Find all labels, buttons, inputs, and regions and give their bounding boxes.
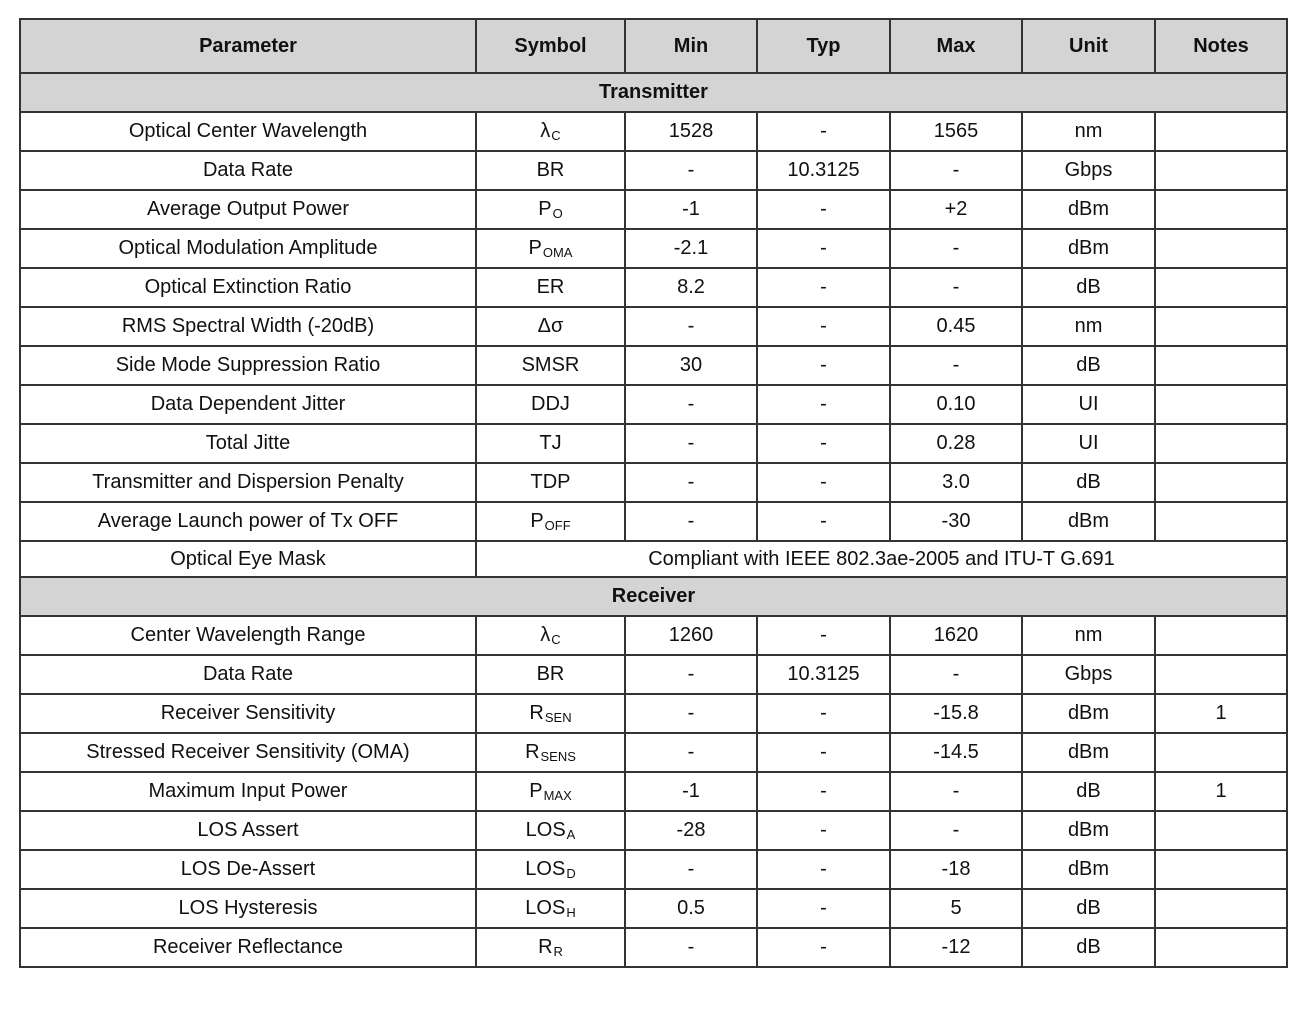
- symbol-main: R: [525, 741, 540, 763]
- symbol-subscript: H: [566, 905, 576, 920]
- cell-unit: dB: [1022, 772, 1155, 811]
- cell-min: -: [625, 424, 757, 463]
- symbol-main: λ: [540, 624, 551, 646]
- cell-symbol: [476, 151, 625, 190]
- cell-min: 1528: [625, 112, 757, 151]
- cell-parameter: Side Mode Suppression Ratio: [20, 346, 476, 385]
- cell-unit: dBm: [1022, 229, 1155, 268]
- symbol-subscript: C: [551, 128, 561, 143]
- cell-typ: -: [757, 307, 890, 346]
- cell-unit: dBm: [1022, 190, 1155, 229]
- cell-typ: -: [757, 889, 890, 928]
- header-parameter: Parameter: [20, 19, 476, 73]
- cell-min: -: [625, 733, 757, 772]
- cell-notes: [1155, 346, 1287, 385]
- cell-parameter: Optical Center Wavelength: [20, 112, 476, 151]
- header-max: Max: [890, 19, 1022, 73]
- cell-symbol: [476, 502, 625, 541]
- cell-symbol: [476, 655, 625, 694]
- cell-max: -14.5: [890, 733, 1022, 772]
- cell-typ: -: [757, 694, 890, 733]
- cell-min: -: [625, 463, 757, 502]
- cell-notes: [1155, 268, 1287, 307]
- cell-min: -: [625, 151, 757, 190]
- cell-unit: Gbps: [1022, 655, 1155, 694]
- cell-notes: [1155, 463, 1287, 502]
- cell-typ: -: [757, 385, 890, 424]
- cell-min: 8.2: [625, 268, 757, 307]
- cell-max: -: [890, 151, 1022, 190]
- cell-parameter: Transmitter and Dispersion Penalty: [20, 463, 476, 502]
- cell-symbol: [476, 463, 625, 502]
- symbol-main: P: [529, 780, 543, 802]
- header-typ: Typ: [757, 19, 890, 73]
- cell-symbol: [476, 190, 625, 229]
- cell-unit: dB: [1022, 889, 1155, 928]
- symbol-subscript: OMA: [542, 245, 573, 260]
- symbol-main: TJ: [539, 432, 562, 454]
- cell-notes: [1155, 655, 1287, 694]
- cell-unit: nm: [1022, 307, 1155, 346]
- cell-symbol: [476, 307, 625, 346]
- cell-unit: dB: [1022, 268, 1155, 307]
- table-row: [20, 655, 1287, 694]
- cell-max: 0.10: [890, 385, 1022, 424]
- symbol-subscript: SEN: [544, 710, 572, 725]
- table-row: [20, 424, 1287, 463]
- cell-unit: dBm: [1022, 850, 1155, 889]
- cell-unit: dB: [1022, 346, 1155, 385]
- table-row: [20, 541, 1287, 577]
- table-row: [20, 889, 1287, 928]
- cell-max: -: [890, 772, 1022, 811]
- cell-max: -30: [890, 502, 1022, 541]
- cell-notes: [1155, 889, 1287, 928]
- symbol-main: DDJ: [531, 393, 570, 415]
- cell-min: -1: [625, 772, 757, 811]
- symbol-main: R: [529, 702, 544, 724]
- cell-symbol: [476, 268, 625, 307]
- cell-parameter: Total Jitte: [20, 424, 476, 463]
- cell-symbol: [476, 616, 625, 655]
- cell-parameter: LOS De-Assert: [20, 850, 476, 889]
- cell-typ: -: [757, 112, 890, 151]
- table-row: [20, 928, 1287, 967]
- cell-parameter: LOS Assert: [20, 811, 476, 850]
- cell-typ: -: [757, 463, 890, 502]
- cell-max: 1620: [890, 616, 1022, 655]
- symbol-main: ER: [536, 276, 565, 298]
- header-symbol: Symbol: [476, 19, 625, 73]
- cell-symbol: [476, 733, 625, 772]
- cell-typ: -: [757, 772, 890, 811]
- section-row: [20, 577, 1287, 616]
- symbol-main: BR: [536, 159, 565, 181]
- spec-body: [20, 73, 1287, 967]
- cell-symbol: [476, 772, 625, 811]
- cell-parameter: Average Output Power: [20, 190, 476, 229]
- cell-notes: [1155, 385, 1287, 424]
- cell-notes: [1155, 424, 1287, 463]
- symbol-main: P: [538, 198, 552, 220]
- table-row: [20, 190, 1287, 229]
- cell-min: -: [625, 385, 757, 424]
- cell-typ: -: [757, 928, 890, 967]
- cell-typ: -: [757, 616, 890, 655]
- cell-typ: -: [757, 268, 890, 307]
- symbol-main: P: [528, 237, 542, 259]
- symbol-subscript: C: [551, 632, 561, 647]
- cell-min: 1260: [625, 616, 757, 655]
- table-row: [20, 694, 1287, 733]
- symbol-subscript: MAX: [543, 788, 572, 803]
- cell-notes: [1155, 502, 1287, 541]
- cell-parameter: LOS Hysteresis: [20, 889, 476, 928]
- section-title: Transmitter: [20, 73, 1287, 112]
- cell-parameter: Data Rate: [20, 655, 476, 694]
- cell-parameter: Center Wavelength Range: [20, 616, 476, 655]
- cell-notes: [1155, 850, 1287, 889]
- cell-parameter: Stressed Receiver Sensitivity (OMA): [20, 733, 476, 772]
- table-row: [20, 346, 1287, 385]
- cell-max: -15.8: [890, 694, 1022, 733]
- symbol-subscript: D: [566, 866, 576, 881]
- cell-max: -: [890, 655, 1022, 694]
- table-row: [20, 733, 1287, 772]
- cell-max: 3.0: [890, 463, 1022, 502]
- table-row: [20, 112, 1287, 151]
- cell-symbol: [476, 694, 625, 733]
- symbol-main: LOS: [525, 897, 566, 919]
- table-row: [20, 385, 1287, 424]
- cell-unit: dBm: [1022, 694, 1155, 733]
- cell-parameter: Receiver Sensitivity: [20, 694, 476, 733]
- cell-typ: -: [757, 346, 890, 385]
- cell-typ: -: [757, 811, 890, 850]
- header-row: [20, 19, 1287, 73]
- cell-parameter: Optical Eye Mask: [20, 541, 476, 577]
- table-row: [20, 811, 1287, 850]
- cell-min: -: [625, 502, 757, 541]
- cell-min: 0.5: [625, 889, 757, 928]
- symbol-main: SMSR: [521, 354, 580, 376]
- table-row: [20, 616, 1287, 655]
- cell-unit: dB: [1022, 928, 1155, 967]
- cell-symbol: [476, 346, 625, 385]
- cell-max: +2: [890, 190, 1022, 229]
- cell-notes: [1155, 112, 1287, 151]
- cell-symbol: [476, 229, 625, 268]
- cell-notes: [1155, 307, 1287, 346]
- cell-typ: -: [757, 424, 890, 463]
- cell-min: -: [625, 928, 757, 967]
- cell-notes: [1155, 229, 1287, 268]
- cell-parameter: Receiver Reflectance: [20, 928, 476, 967]
- cell-notes: 1: [1155, 694, 1287, 733]
- section-title: Receiver: [20, 577, 1287, 616]
- cell-max: 0.45: [890, 307, 1022, 346]
- cell-min: -1: [625, 190, 757, 229]
- cell-min: -: [625, 694, 757, 733]
- cell-symbol: [476, 889, 625, 928]
- header-min: Min: [625, 19, 757, 73]
- cell-unit: nm: [1022, 112, 1155, 151]
- cell-max: -: [890, 346, 1022, 385]
- symbol-subscript: SENS: [540, 749, 576, 764]
- table-row: [20, 463, 1287, 502]
- cell-symbol: [476, 928, 625, 967]
- table-row: [20, 772, 1287, 811]
- cell-max: -: [890, 229, 1022, 268]
- cell-symbol: [476, 424, 625, 463]
- cell-typ: 10.3125: [757, 655, 890, 694]
- spec-table: [19, 18, 1288, 968]
- cell-typ: -: [757, 190, 890, 229]
- cell-parameter: Optical Modulation Amplitude: [20, 229, 476, 268]
- cell-symbol: [476, 385, 625, 424]
- cell-unit: dB: [1022, 463, 1155, 502]
- cell-max: 1565: [890, 112, 1022, 151]
- symbol-subscript: OFF: [544, 518, 571, 533]
- symbol-main: LOS: [525, 858, 566, 880]
- table-row: [20, 307, 1287, 346]
- cell-parameter: Maximum Input Power: [20, 772, 476, 811]
- cell-unit: dBm: [1022, 811, 1155, 850]
- cell-symbol: [476, 850, 625, 889]
- symbol-main: P: [530, 510, 544, 532]
- symbol-subscript: O: [552, 206, 563, 221]
- cell-unit: dBm: [1022, 733, 1155, 772]
- cell-parameter: RMS Spectral Width (-20dB): [20, 307, 476, 346]
- cell-notes: [1155, 811, 1287, 850]
- cell-eye-mask-value: Compliant with IEEE 802.3ae-2005 and ITU-T G.691: [476, 541, 1287, 577]
- header-notes: Notes: [1155, 19, 1287, 73]
- symbol-subscript: R: [553, 944, 563, 959]
- header-unit: Unit: [1022, 19, 1155, 73]
- table-row: [20, 151, 1287, 190]
- cell-min: -: [625, 307, 757, 346]
- cell-max: -12: [890, 928, 1022, 967]
- cell-max: -: [890, 268, 1022, 307]
- symbol-main: TDP: [530, 471, 571, 493]
- cell-typ: -: [757, 733, 890, 772]
- cell-min: -: [625, 850, 757, 889]
- table-row: [20, 502, 1287, 541]
- cell-parameter: Optical Extinction Ratio: [20, 268, 476, 307]
- table-row: [20, 229, 1287, 268]
- cell-max: 5: [890, 889, 1022, 928]
- section-row: [20, 73, 1287, 112]
- cell-min: -28: [625, 811, 757, 850]
- cell-notes: [1155, 733, 1287, 772]
- cell-unit: dBm: [1022, 502, 1155, 541]
- cell-unit: Gbps: [1022, 151, 1155, 190]
- cell-min: 30: [625, 346, 757, 385]
- cell-parameter: Data Rate: [20, 151, 476, 190]
- cell-typ: 10.3125: [757, 151, 890, 190]
- cell-min: -2.1: [625, 229, 757, 268]
- symbol-main: BR: [536, 663, 565, 685]
- symbol-main: LOS: [525, 819, 566, 841]
- cell-parameter: Average Launch power of Tx OFF: [20, 502, 476, 541]
- symbol-main: λ: [540, 120, 551, 142]
- symbol-main: Δσ: [537, 315, 564, 337]
- cell-unit: UI: [1022, 385, 1155, 424]
- cell-unit: nm: [1022, 616, 1155, 655]
- cell-typ: -: [757, 229, 890, 268]
- cell-max: -: [890, 811, 1022, 850]
- symbol-main: R: [538, 936, 553, 958]
- table-row: [20, 850, 1287, 889]
- cell-unit: UI: [1022, 424, 1155, 463]
- table-row: [20, 268, 1287, 307]
- cell-symbol: [476, 811, 625, 850]
- cell-min: -: [625, 655, 757, 694]
- symbol-subscript: A: [566, 827, 576, 842]
- cell-notes: [1155, 190, 1287, 229]
- cell-max: 0.28: [890, 424, 1022, 463]
- cell-notes: [1155, 616, 1287, 655]
- cell-max: -18: [890, 850, 1022, 889]
- cell-symbol: [476, 112, 625, 151]
- cell-notes: 1: [1155, 772, 1287, 811]
- cell-notes: [1155, 151, 1287, 190]
- cell-notes: [1155, 928, 1287, 967]
- cell-typ: -: [757, 850, 890, 889]
- cell-parameter: Data Dependent Jitter: [20, 385, 476, 424]
- cell-typ: -: [757, 502, 890, 541]
